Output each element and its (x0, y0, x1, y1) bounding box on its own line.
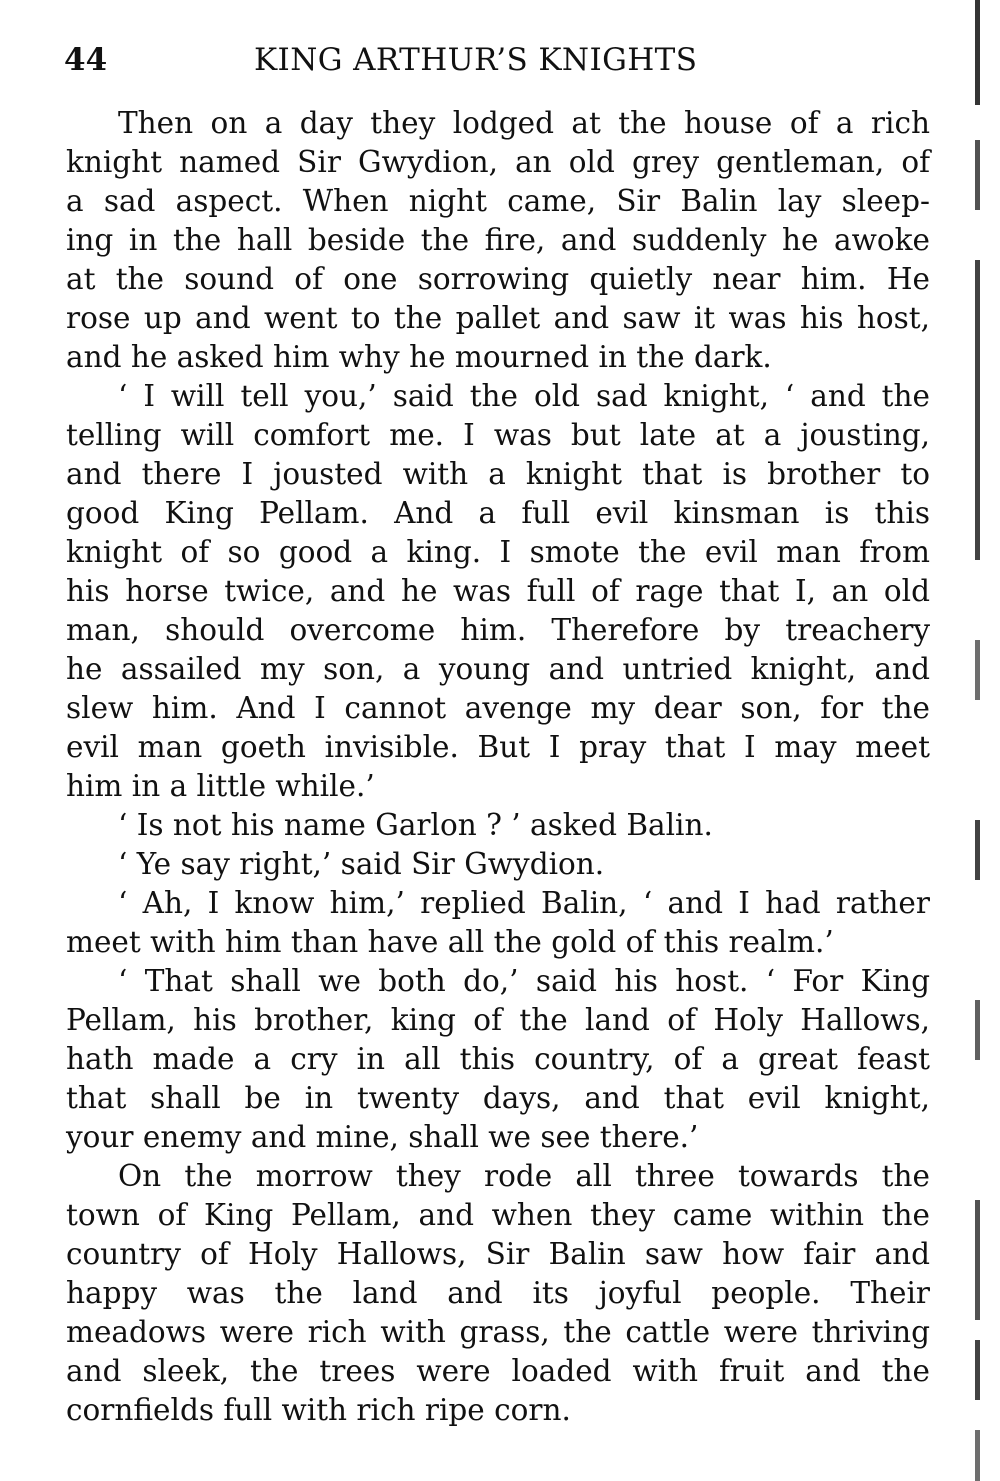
text-line: that shall be in twenty days, and that evil knight, (66, 1081, 930, 1115)
text-line: rose up and went to the pallet and saw it was his host, (66, 301, 930, 335)
text-line: good King Pellam. And a full evil kinsman is this (66, 496, 930, 530)
text-line: hath made a cry in all this country, of a great feast (66, 1042, 930, 1076)
text-line: and he asked him why he mourned in the dark. (66, 340, 772, 374)
page-header (64, 42, 928, 86)
text-line: town of King Pellam, and when they came within the (66, 1198, 930, 1232)
text-line: telling will comfort me. I was but late at a jousting, (66, 418, 930, 452)
text-line: man, should overcome him. Therefore by treachery (66, 613, 930, 647)
text-line: Pellam, his brother, king of the land of Holy Hallows, (66, 1003, 930, 1037)
text-line: knight named Sir Gwydion, an old grey gentleman, of (66, 145, 930, 179)
text-line: ‘ Is not his name Garlon ? ’ asked Balin. (118, 808, 713, 842)
text-line: On the morrow they rode all three towards the (118, 1159, 930, 1193)
page-binding-edge (975, 0, 980, 1481)
text-line: ‘ That shall we both do,’ said his host. ‘ For King (118, 964, 930, 998)
text-line: evil man goeth invisible. But I pray that I may meet (66, 730, 930, 764)
text-line: at the sound of one sorrowing quietly near him. He (66, 262, 930, 296)
text-line: and sleek, the trees were loaded with fruit and the (66, 1354, 930, 1388)
text-line: meadows were rich with grass, the cattle were thriving (66, 1315, 930, 1349)
text-line: him in a little while.’ (66, 769, 375, 803)
text-line: knight of so good a king. I smote the evil man from (66, 535, 930, 569)
text-line: ‘ Ye say right,’ said Sir Gwydion. (118, 847, 605, 881)
text-line: happy was the land and its joyful people. Their (66, 1276, 930, 1310)
text-line: cornfields full with rich ripe corn. (66, 1393, 571, 1427)
body-text (66, 104, 930, 1430)
text-line: Then on a day they lodged at the house of a rich (118, 106, 930, 140)
text-line: ‘ I will tell you,’ said the old sad knight, ‘ and the (118, 379, 930, 413)
text-line: country of Holy Hallows, Sir Balin saw how fair and (66, 1237, 930, 1271)
running-title: KING ARTHUR’S KNIGHTS (254, 42, 698, 78)
text-line: meet with him than have all the gold of this realm.’ (66, 925, 834, 959)
text-line: he assailed my son, a young and untried knight, and (66, 652, 930, 686)
text-line: ‘ Ah, I know him,’ replied Balin, ‘ and I had rather (118, 886, 930, 920)
text-line: slew him. And I cannot avenge my dear son, for the (66, 691, 930, 725)
text-line: a sad aspect. When night came, Sir Balin lay sleep- (66, 184, 930, 218)
text-line: and there I jousted with a knight that is brother to (66, 457, 930, 491)
page-number: 44 (64, 42, 108, 78)
text-line: his horse twice, and he was full of rage that I, an old (66, 574, 930, 608)
text-line: ing in the hall beside the fire, and suddenly he awoke (66, 223, 930, 257)
text-line: your enemy and mine, shall we see there.’ (66, 1120, 699, 1154)
